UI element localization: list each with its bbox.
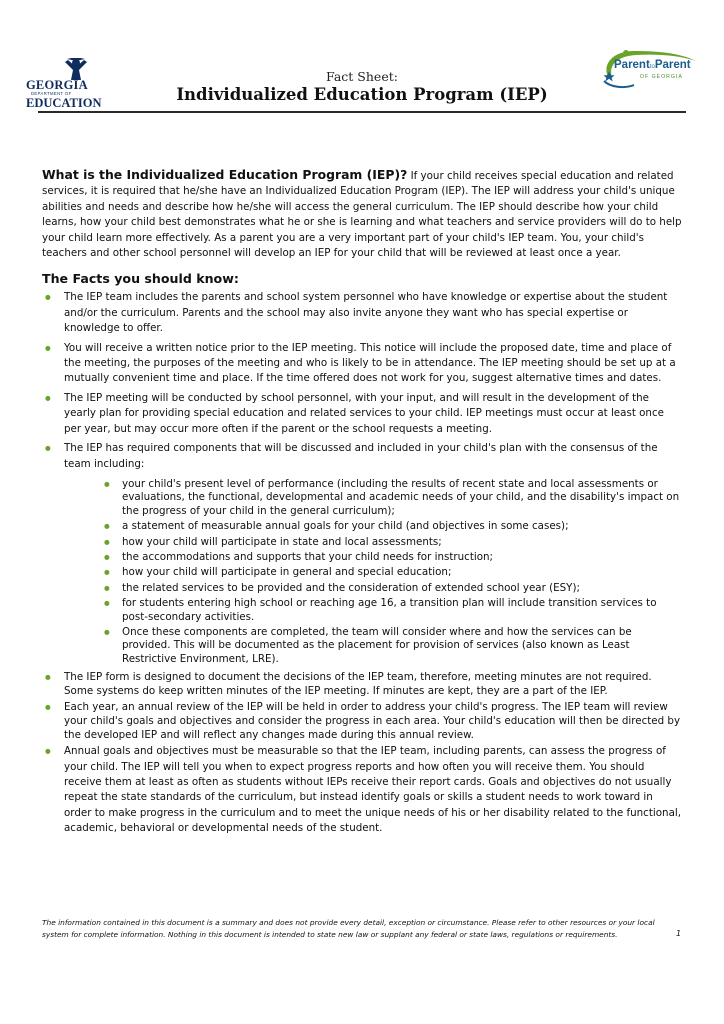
fact-sheet-label: Fact Sheet: (326, 69, 398, 84)
list-item: ● The IEP team includes the parents and school system personnel who have knowledge or expertise about the student and/or the curriculum. Parents and the school may also invite anyone they want who has special expertise or knowledge to offer. (42, 290, 682, 336)
list-item: ● The IEP meeting will be conducted by school personnel, with your input, and will result in the development of the yearly plan for providing special education and related services to your child. IEP meetings must occur at least once per year, but may occur more often if the parent or the school requests a meeting. (42, 391, 682, 437)
list-item: ● the related services to be provided and the consideration of extended school year (ESY); (104, 582, 682, 595)
logo-education-text: EDUCATION (26, 96, 102, 110)
list-item: ● your child's present level of performance (including the results of recent state and local assessments or evaluations, the functional, developmental and academic needs of your child, and the disability's impact on the progress of your child in the general curriculum); (104, 478, 682, 518)
list-item: ● how your child will participate in state and local assessments; (104, 536, 682, 549)
intro-text: If your child receives special education and related services, it is required that he/she have an Individualized Education Program (IEP). The IEP will address your child's unique abilities and needs and describe how he/she will access the general curriculum. The IEP should describe how your child learns, how your child best demonstrates what he or she is learning and what teachers and service providers will do to help your child learn more effectively. As a parent you are a very important part of your child's IEP team. You, your child's teachers and other school personnel will develop an IEP for your child that will be reviewed at least once a year. (42, 170, 682, 260)
page-number: 1 (676, 929, 682, 938)
list-item: ● Each year, an annual review of the IEP will be held in order to address your child's progress. The IEP team will review your child's goals and objectives and consider the progress in each area. Your child's education will then be directed by the developed IEP and will reflect any changes made during this annual review. (42, 700, 682, 742)
list-item: ● a statement of measurable annual goals for your child (and objectives in some cases); (104, 520, 682, 533)
footer-disclaimer: The information contained in this document is a summary and does not provide every detail, exception or circumstance. Please refer to other resources or your local system for complete information. Nothing in this document is intended to state new law or supplant any federal or state laws, regulations or requirements. (42, 918, 655, 939)
list-item: ● Annual goals and objectives must be measurable so that the IEP team, including parents, can assess the progress of your child. The IEP will tell you when to expect progress reports and how often you will receive them. You should receive them at least as often as students without IEPs receive their report cards. Goals and objectives do not usually repeat the state standards of the curriculum, but instead identify goals or skills a student needs to work toward in order to make progress in the curriculum and to meet the unique needs of his or her disability related to the functional, academic, behavioral or developmental needs of the student. (42, 744, 682, 836)
list-item: ● the accommodations and supports that your child needs for instruction; (104, 551, 682, 564)
title-divider (38, 111, 686, 113)
list-item: ● Once these components are completed, the team will consider where and how the services can be provided. This will be documented as the placement for provision of services (also known as Least Restrictive Environment, LRE). (104, 626, 682, 666)
list-item: ● for students entering high school or reaching age 16, a transition plan will include transition services to post-secondary activities. (104, 597, 682, 624)
list-item: ● how your child will participate in general and special education; (104, 566, 682, 579)
components-intro: The IEP has required components that will be discussed and included in your child's plan with the consensus of the team including: (64, 442, 658, 470)
document-title: Individualized Education Program (IEP) (176, 85, 548, 104)
logo-department-text: DEPARTMENT OF (31, 91, 72, 96)
ptp-logo-text: ParenttoParent (614, 59, 691, 71)
list-item-components (42, 441, 682, 666)
intro-question: What is the Individualized Education Program (IEP)? (42, 167, 408, 182)
components-list (64, 478, 682, 666)
facts-list (42, 290, 682, 836)
list-item: ● The IEP form is designed to document the decisions of the IEP team, therefore, meeting minutes are not required. Some systems do keep written minutes of the IEP meeting. If minutes are kept, they are a part of the IEP. (42, 670, 682, 698)
document-body (42, 167, 682, 841)
intro-paragraph (42, 167, 682, 261)
facts-heading: The Facts you should know: (42, 271, 239, 287)
logo-georgia-text: GEORGIA (26, 78, 88, 92)
list-item: ● You will receive a written notice prior to the IEP meeting. This notice will include the proposed date, time and place of the meeting, the purposes of the meeting and who is likely to be in attendance. The IEP meeting should be set up at a mutually convenient time and place. If the time offered does not work for you, suggest alternative times and dates. (42, 341, 682, 387)
ptp-logo-subtext: OF GEORGIA (640, 74, 683, 80)
